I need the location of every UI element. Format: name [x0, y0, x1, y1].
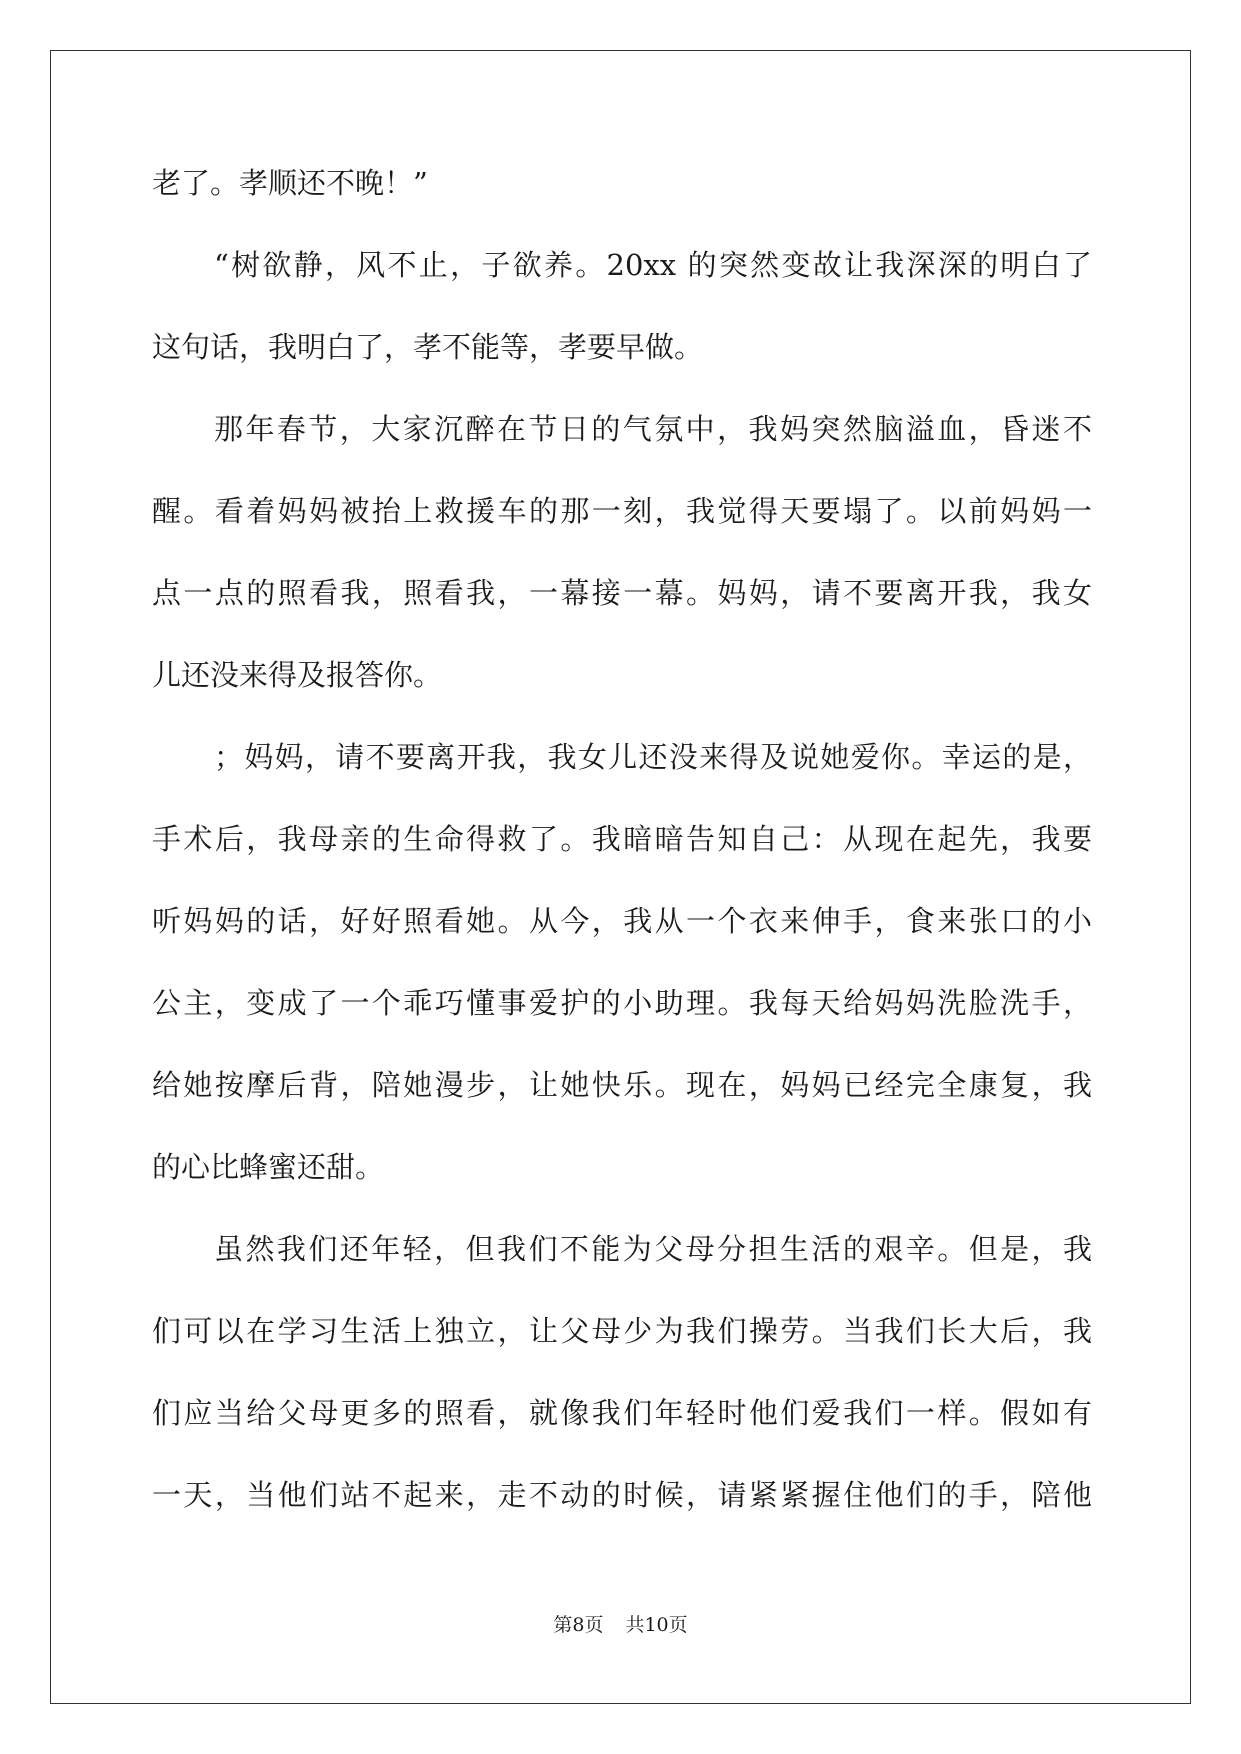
text-line: 给她按摩后背，陪她漫步，让她快乐。现在，妈妈已经完全康复，我: [152, 1068, 1092, 1102]
text-line: 公主，变成了一个乖巧懂事爱护的小助理。我每天给妈妈洗脸洗手，: [152, 986, 1092, 1020]
text-line: “树欲静，风不止，子欲养。20xx 的突然变故让我深深的明白了: [214, 248, 1092, 282]
text-line: 老了。孝顺还不晚！”: [152, 166, 428, 200]
page-footer: [0, 1610, 1241, 1637]
document-body: [152, 142, 1092, 1536]
text-line: 这句话，我明白了，孝不能等，孝要早做。: [152, 330, 704, 364]
text-line: 虽然我们还年轻，但我们不能为父母分担生活的艰辛。但是，我: [214, 1232, 1092, 1266]
text-line: 们应当给父母更多的照看，就像我们年轻时他们爱我们一样。假如有: [152, 1396, 1092, 1430]
text-line: 手术后，我母亲的生命得救了。我暗暗告知自己：从现在起先，我要: [152, 822, 1092, 856]
text-line: 的心比蜂蜜还甜。: [152, 1150, 385, 1184]
text-line: 听妈妈的话，好好照看她。从今，我从一个衣来伸手，食来张口的小: [152, 904, 1092, 938]
text-line: 那年春节，大家沉醉在节日的气氛中，我妈突然脑溢血，昏迷不: [214, 412, 1092, 446]
text-line: ；妈妈，请不要离开我，我女儿还没来得及说她爱你。幸运的是，: [214, 740, 1092, 774]
text-line: 儿还没来得及报答你。: [152, 658, 443, 692]
text-line: 一天，当他们站不起来，走不动的时候，请紧紧握住他们的手，陪他: [152, 1478, 1092, 1512]
text-line: 点一点的照看我，照看我，一幕接一幕。妈妈，请不要离开我，我女: [152, 576, 1092, 610]
text-line: 醒。看着妈妈被抬上救援车的那一刻，我觉得天要塌了。以前妈妈一: [152, 494, 1092, 528]
total-pages-label: 共10页: [625, 1614, 688, 1636]
text-line: 们可以在学习生活上独立，让父母少为我们操劳。当我们长大后，我: [152, 1314, 1092, 1348]
current-page-label: 第8页: [553, 1614, 604, 1636]
